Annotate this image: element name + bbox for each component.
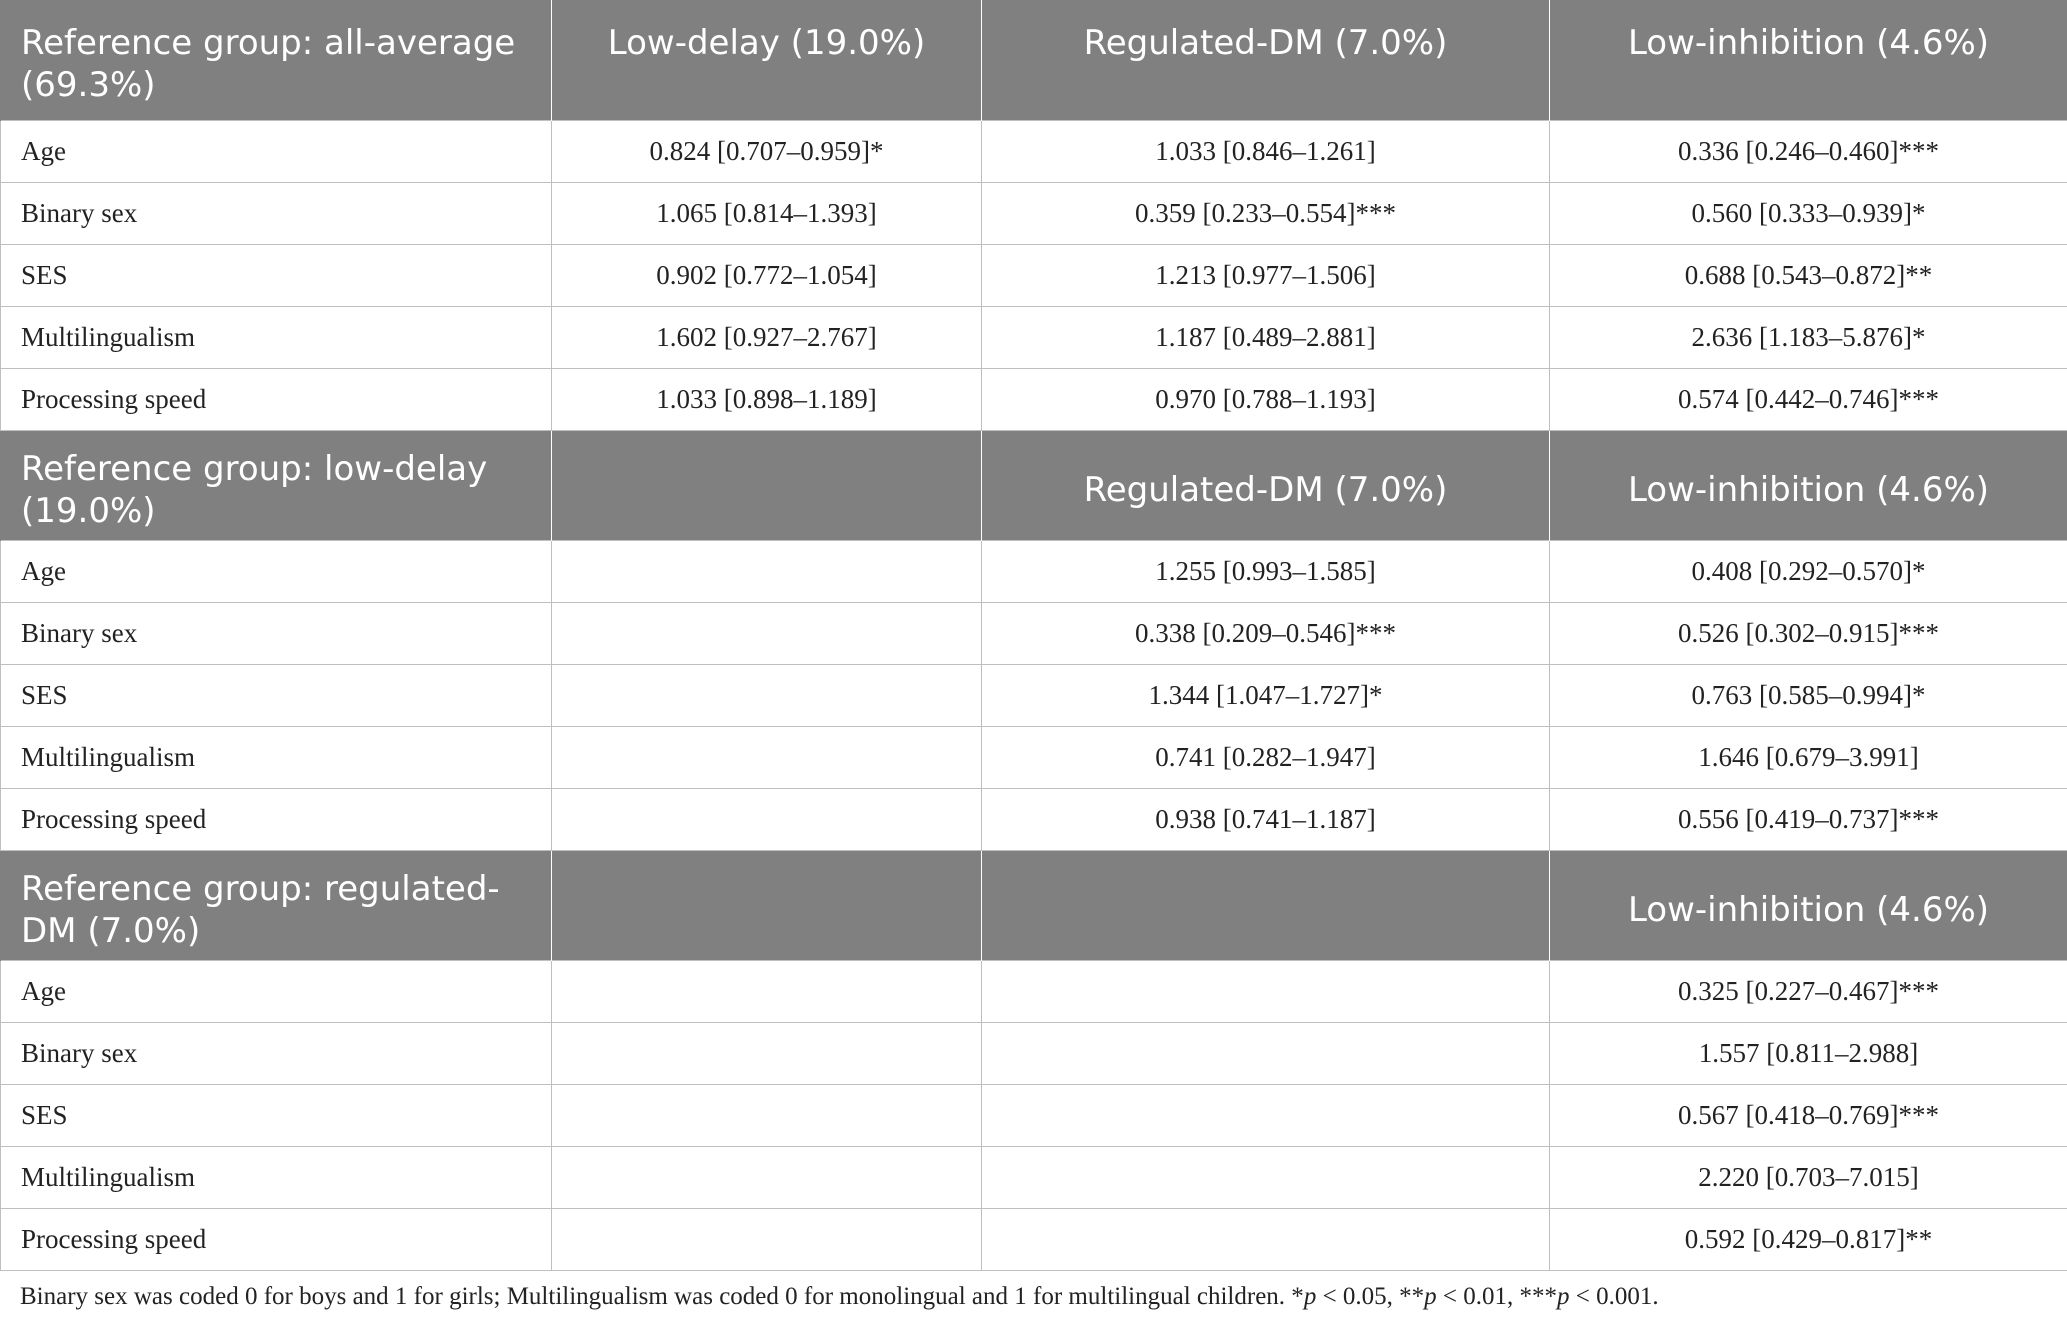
row-label: Age <box>1 120 552 182</box>
cell-value <box>552 1084 982 1146</box>
row-label: Binary sex <box>1 602 552 664</box>
row-label: Processing speed <box>1 1208 552 1270</box>
row-label: Processing speed <box>1 368 552 430</box>
cell-value: 0.325 [0.227–0.467]*** <box>1550 960 2067 1022</box>
p-symbol: p <box>1303 1283 1317 1310</box>
cell-value: 0.938 [0.741–1.187] <box>982 788 1550 850</box>
section-header-low-delay <box>1 430 2067 540</box>
cell-value: 0.567 [0.418–0.769]*** <box>1550 1084 2067 1146</box>
p-symbol: p <box>1424 1283 1437 1310</box>
cell-value: 1.646 [0.679–3.991] <box>1550 726 2067 788</box>
column-header: Low-inhibition (4.6%) <box>1550 850 2067 960</box>
footnote-text: < 0.01, *** <box>1436 1283 1558 1310</box>
row-label: Age <box>1 540 552 602</box>
cell-value: 0.574 [0.442–0.746]*** <box>1550 368 2067 430</box>
cell-value <box>552 960 982 1022</box>
cell-value <box>552 1208 982 1270</box>
row-label: SES <box>1 1084 552 1146</box>
cell-value: 1.187 [0.489–2.881] <box>982 306 1550 368</box>
table-row <box>1 664 2067 726</box>
table-row <box>1 306 2067 368</box>
cell-value: 1.065 [0.814–1.393] <box>552 182 982 244</box>
table-row <box>1 1146 2067 1208</box>
cell-value: 0.560 [0.333–0.939]* <box>1550 182 2067 244</box>
table-row <box>1 960 2067 1022</box>
cell-value <box>982 1146 1550 1208</box>
cell-value: 0.763 [0.585–0.994]* <box>1550 664 2067 726</box>
cell-value <box>552 726 982 788</box>
column-header: Low-inhibition (4.6%) <box>1550 0 2067 120</box>
table-row <box>1 788 2067 850</box>
cell-value: 1.033 [0.846–1.261] <box>982 120 1550 182</box>
cell-value: 1.255 [0.993–1.585] <box>982 540 1550 602</box>
cell-value <box>552 788 982 850</box>
cell-value <box>552 540 982 602</box>
row-label: SES <box>1 244 552 306</box>
cell-value: 0.741 [0.282–1.947] <box>982 726 1550 788</box>
cell-value: 0.336 [0.246–0.460]*** <box>1550 120 2067 182</box>
cell-value <box>552 602 982 664</box>
table-row <box>1 726 2067 788</box>
p-symbol: p <box>1557 1283 1570 1310</box>
reference-group-label: Reference group: low-delay (19.0%) <box>1 430 552 540</box>
cell-value: 1.344 [1.047–1.727]* <box>982 664 1550 726</box>
cell-value <box>552 1146 982 1208</box>
row-label: Processing speed <box>1 788 552 850</box>
cell-value: 2.220 [0.703–7.015] <box>1550 1146 2067 1208</box>
section-header-all-average <box>1 0 2067 120</box>
column-header <box>552 430 982 540</box>
column-header <box>982 850 1550 960</box>
column-header: Regulated-DM (7.0%) <box>982 0 1550 120</box>
section-header-regulated-dm <box>1 850 2067 960</box>
table-row <box>1 1084 2067 1146</box>
table-row <box>1 540 2067 602</box>
footnote-text: < 0.001. <box>1569 1283 1659 1310</box>
cell-value: 0.688 [0.543–0.872]** <box>1550 244 2067 306</box>
cell-value: 1.557 [0.811–2.988] <box>1550 1022 2067 1084</box>
table-row <box>1 1208 2067 1270</box>
cell-value: 0.824 [0.707–0.959]* <box>552 120 982 182</box>
cell-value: 2.636 [1.183–5.876]* <box>1550 306 2067 368</box>
cell-value <box>552 664 982 726</box>
cell-value: 1.602 [0.927–2.767] <box>552 306 982 368</box>
cell-value: 0.970 [0.788–1.193] <box>982 368 1550 430</box>
cell-value: 0.902 [0.772–1.054] <box>552 244 982 306</box>
cell-value: 0.592 [0.429–0.817]** <box>1550 1208 2067 1270</box>
table-row <box>1 182 2067 244</box>
row-label: SES <box>1 664 552 726</box>
table-row <box>1 368 2067 430</box>
cell-value <box>982 1022 1550 1084</box>
row-label: Multilingualism <box>1 726 552 788</box>
row-label: Age <box>1 960 552 1022</box>
cell-value: 0.526 [0.302–0.915]*** <box>1550 602 2067 664</box>
reference-group-label: Reference group: all-average (69.3%) <box>1 0 552 120</box>
table-row <box>1 244 2067 306</box>
cell-value: 1.213 [0.977–1.506] <box>982 244 1550 306</box>
reference-group-label: Reference group: regulated-DM (7.0%) <box>1 850 552 960</box>
column-header: Regulated-DM (7.0%) <box>982 430 1550 540</box>
cell-value: 0.556 [0.419–0.737]*** <box>1550 788 2067 850</box>
cell-value <box>982 1208 1550 1270</box>
row-label: Multilingualism <box>1 306 552 368</box>
cell-value: 0.359 [0.233–0.554]*** <box>982 182 1550 244</box>
cell-value: 0.408 [0.292–0.570]* <box>1550 540 2067 602</box>
footnote-text: < 0.05, ** <box>1316 1283 1425 1310</box>
column-header: Low-delay (19.0%) <box>552 0 982 120</box>
table-row <box>1 1022 2067 1084</box>
cell-value <box>982 1084 1550 1146</box>
table-footnote <box>20 1283 1659 1311</box>
column-header: Low-inhibition (4.6%) <box>1550 430 2067 540</box>
row-label: Binary sex <box>1 182 552 244</box>
cell-value <box>552 1022 982 1084</box>
cell-value <box>982 960 1550 1022</box>
table-row <box>1 120 2067 182</box>
row-label: Multilingualism <box>1 1146 552 1208</box>
cell-value: 0.338 [0.209–0.546]*** <box>982 602 1550 664</box>
row-label: Binary sex <box>1 1022 552 1084</box>
table-row <box>1 602 2067 664</box>
cell-value: 1.033 [0.898–1.189] <box>552 368 982 430</box>
footnote-text: Binary sex was coded 0 for boys and 1 for girls; Multilingualism was coded 0 for monolingual and 1 for multilingual children. * <box>20 1283 1304 1310</box>
column-header <box>552 850 982 960</box>
